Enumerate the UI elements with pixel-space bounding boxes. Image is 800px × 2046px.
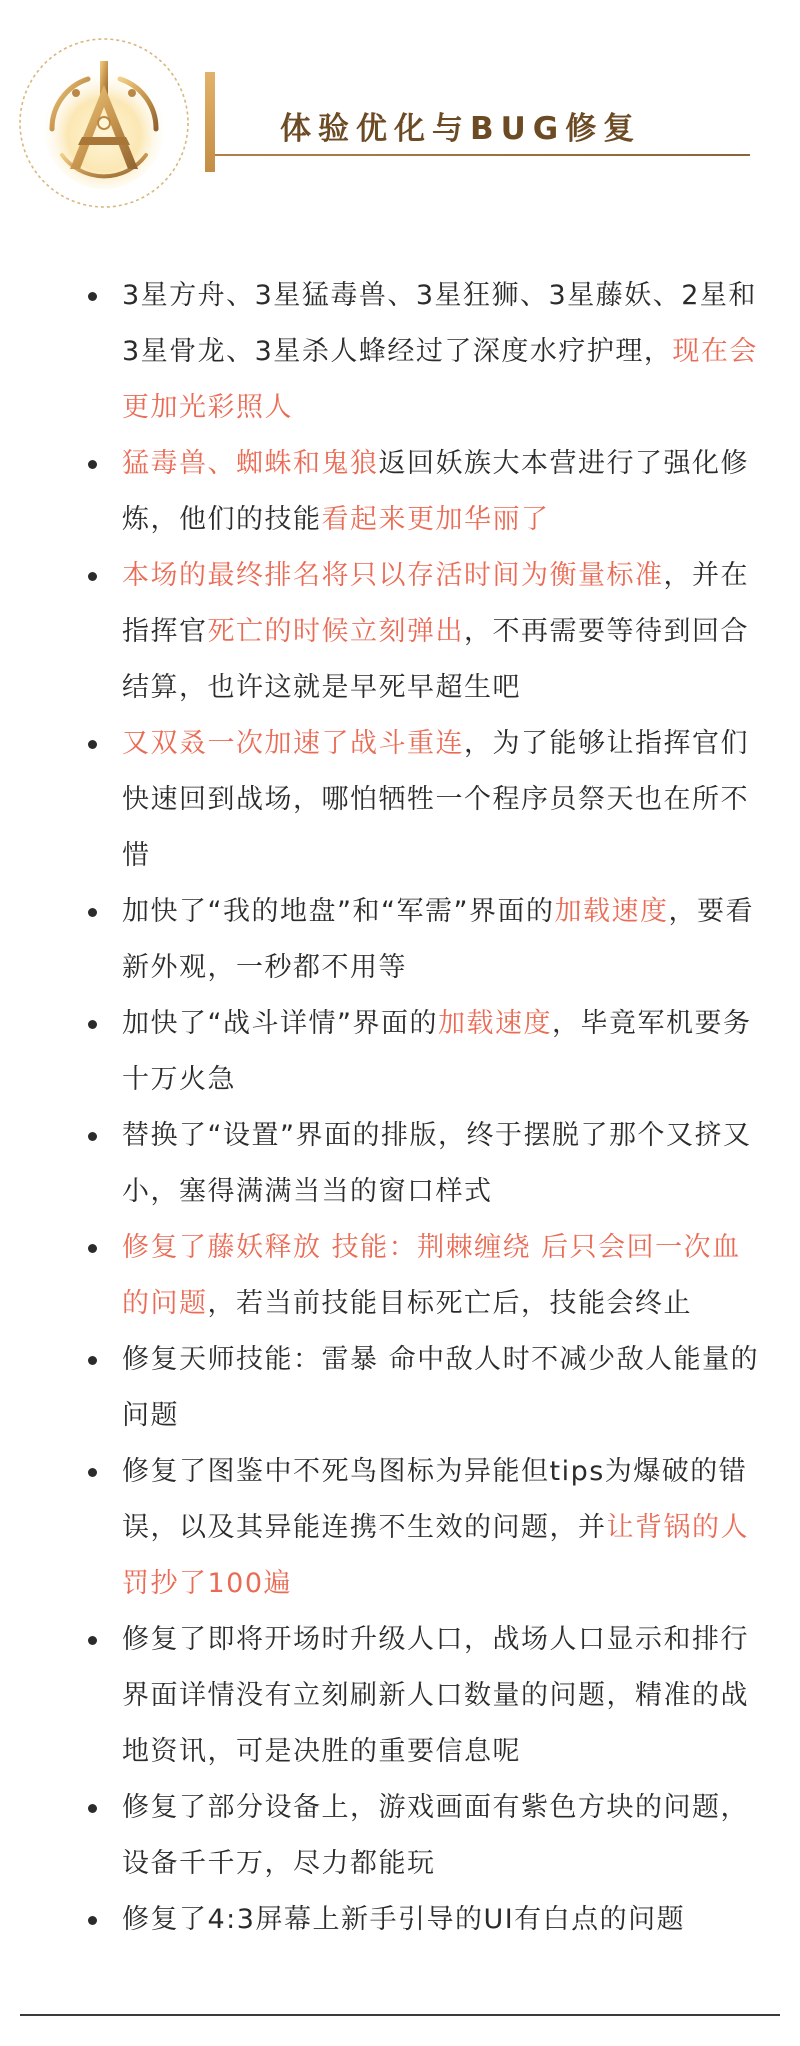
bullet-dot (88, 1636, 97, 1645)
note-text: 修复了即将开场时升级人口，战场人口显示和排行界面详情没有立刻刷新人口数量的问题，精准的战地资讯，可是决胜的重要信息呢 (122, 1624, 749, 1767)
bullet-dot (88, 740, 97, 749)
list-item (0, 716, 800, 884)
note-text: 返回妖族大本营进行了强化修炼，他们的技能 (122, 448, 749, 535)
bullet-dot (88, 1468, 97, 1477)
section-header (0, 0, 800, 220)
note-text: 修复了4:3屏幕上新手引导的UI有白点的问题 (122, 1904, 686, 1935)
title-accent-bar (205, 72, 215, 172)
highlighted-text: 本场的最终排名将只以存活时间为衡量标准 (122, 560, 664, 591)
bottom-divider (20, 2014, 780, 2016)
list-item (0, 1220, 800, 1332)
section-title: 体验优化与BUG修复 (280, 111, 642, 147)
highlighted-text: 加载速度 (554, 896, 669, 927)
highlighted-text: 修复了藤妖释放 技能：荆棘缠绕 后只会回一次血的问题 (122, 1232, 741, 1319)
list-item (0, 1612, 800, 1780)
bullet-dot (88, 1020, 97, 1029)
note-text: ，若当前技能目标死亡后，技能会终止 (207, 1288, 692, 1319)
note-text: 修复了部分设备上，游戏画面有紫色方块的问题，设备千千万，尽力都能玩 (122, 1792, 749, 1879)
list-item (0, 1108, 800, 1220)
highlighted-text: 看起来更加华丽了 (321, 504, 550, 535)
list-item (0, 268, 800, 436)
note-text: 加快了“战斗详情”界面的 (122, 1008, 438, 1039)
patch-notes-list (0, 268, 800, 1948)
highlighted-text: 现在会更加光彩照人 (122, 336, 758, 423)
note-text: 加快了“我的地盘”和“军需”界面的 (122, 896, 555, 927)
list-item (0, 436, 800, 548)
golden-emblem-icon (18, 37, 190, 209)
bullet-dot (88, 908, 97, 917)
highlighted-text: 让背锅的人罚抄了100遍 (122, 1512, 749, 1599)
list-item (0, 1780, 800, 1892)
bullet-dot (88, 292, 97, 301)
highlighted-text: 猛毒兽、蜘蛛和鬼狼 (122, 448, 379, 479)
bullet-dot (88, 1244, 97, 1253)
note-text: ，要看新外观，一秒都不用等 (122, 896, 754, 983)
list-item (0, 884, 800, 996)
note-text: 替换了“设置”界面的排版，终于摆脱了那个又挤又小，塞得满满当当的窗口样式 (122, 1120, 752, 1207)
note-text: 3星方舟、3星猛毒兽、3星狂狮、3星藤妖、2星和3星骨龙、3星杀人蜂经过了深度水疗护理， (122, 280, 757, 367)
bullet-dot (88, 1132, 97, 1141)
list-item (0, 996, 800, 1108)
bullet-dot (88, 572, 97, 581)
note-text: ，为了能够让指挥官们快速回到战场，哪怕牺牲一个程序员祭天也在所不惜 (122, 728, 749, 871)
note-text: ，并在指挥官 (122, 560, 749, 647)
title-underline (215, 154, 750, 156)
note-text: ，不再需要等待到回合结算，也许这就是早死早超生吧 (122, 616, 749, 703)
note-text: ，毕竟军机要务十万火急 (122, 1008, 752, 1095)
note-text: 修复天师技能：雷暴 命中敌人时不减少敌人能量的问题 (122, 1344, 760, 1431)
highlighted-text: 死亡的时候立刻弹出 (207, 616, 464, 647)
note-text: 修复了图鉴中不死鸟图标为异能但tips为爆破的错误，以及其异能连携不生效的问题，并 (122, 1456, 748, 1543)
highlighted-text: 又双叒一次加速了战斗重连 (122, 728, 464, 759)
list-item (0, 1332, 800, 1444)
bullet-dot (88, 460, 97, 469)
list-item (0, 548, 800, 716)
bullet-dot (88, 1916, 97, 1925)
bullet-dot (88, 1356, 97, 1365)
bullet-dot (88, 1804, 97, 1813)
list-item (0, 1892, 800, 1948)
list-item (0, 1444, 800, 1612)
highlighted-text: 加载速度 (437, 1008, 552, 1039)
